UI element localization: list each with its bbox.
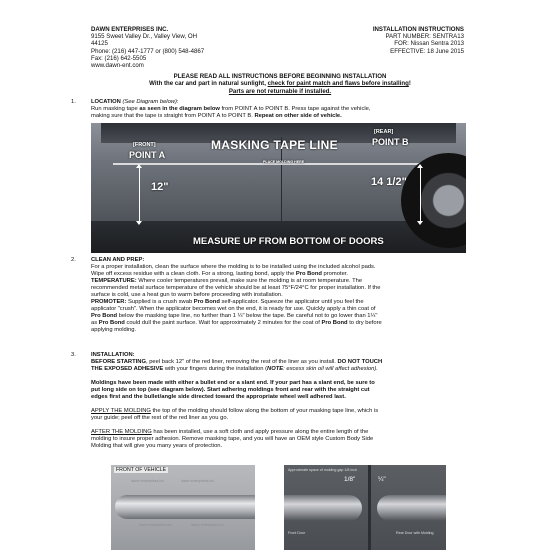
text-run-bold: Pro Bond (295, 271, 322, 277)
promoter-text-2: applicator "crush". When the applicator becomes wet on the end, it is ready for use. Quickly apply a thin coat of (91, 306, 376, 312)
temperature-label: TEMPERATURE: (91, 278, 137, 284)
text-run-bold: THE EXPOSED ADHESIVE (91, 366, 164, 372)
text-run-bold: Pro Bond (98, 320, 125, 326)
molding-end-text-2: put long side on top (see diagram below). Start adhering moldings front and rear with the straight cut (91, 387, 370, 393)
molding-end-photo (111, 465, 255, 550)
promoter-text-5: applying molding. (91, 327, 137, 333)
text-run: could dull the paint surface. Wait for approximately 2 minutes for the coat of (124, 320, 322, 326)
before-start-label: BEFORE STARTING (91, 359, 146, 365)
temperature-text-2: recommended metal surface temperature of the vehicle should be at least 75°F/24°C for proper installation. If the (91, 285, 381, 291)
molding-piece-rear (377, 495, 446, 521)
website-line: www.dawn-ent.com (91, 62, 144, 70)
text-run-bold: Pro Bond (321, 320, 348, 326)
rear-measure-line (420, 167, 421, 223)
molding-placement-note: PLACE MOLDING HERE (263, 160, 305, 164)
text-run: promoter. (321, 271, 349, 277)
molding-piece-front (284, 495, 362, 521)
before-start-text-2 (91, 366, 466, 373)
section-title-note: (See Diagram below) (122, 99, 177, 105)
gap-measure-1: 1/8" (344, 476, 356, 483)
location-text-1 (91, 106, 466, 113)
address-line-2: 44125 (91, 40, 108, 48)
document-title: INSTALLATION INSTRUCTIONS (372, 26, 464, 33)
text-run: has been installed, use a soft cloth and apply pressure along the entire length of the (151, 429, 369, 435)
promoter-text-3 (91, 313, 466, 320)
text-run: , peel back 12" of the red liner, removing the rest of the liner as you install. (145, 359, 338, 365)
section-number: 1. (71, 99, 76, 105)
address-line-1: 9155 Sweet Valley Dr., Valley View, OH (91, 33, 198, 41)
section-number: 3. (71, 352, 76, 358)
text-run: Supplied is a crush swab (126, 299, 194, 305)
text-run: with your fingers during the installation ( (163, 366, 268, 372)
section-title: INSTALLATION: (91, 352, 135, 358)
notice-line-2-a: With the car and part in natural sunlight, (149, 80, 268, 88)
text-run: below the masking tape line, no further than 1 ¼" below the tape. Be careful not to go lower than 1¼" (117, 313, 378, 319)
apply-text-1 (91, 408, 466, 415)
after-text-2: molding to insure proper adhesion. Remove masking tape, and you will have an OEM style Custom Body Side (91, 436, 374, 442)
apply-text-2: your guide; peel off the rest of the red liner as you go. (91, 415, 229, 421)
notice-line-2 (91, 80, 469, 87)
phone-line: Phone: (216) 447-1777 or (800) 548-4867 (91, 47, 205, 55)
molding-piece (115, 495, 255, 519)
text-run: to dry before (347, 320, 382, 326)
note-label: NOTE (267, 366, 284, 372)
clean-text-1: For a proper installation, clean the surface where the molding is to be installed using the included alcohol pads. (91, 264, 376, 270)
text-run: self-applicator. Squeeze the applicator until you feel the (219, 299, 364, 305)
text-run-bold: Pro Bond (193, 299, 220, 305)
section-title-colon: : (176, 99, 179, 105)
molding-end-text-1: Moldings have been made with either a bullet end or a slant end. If your part has a slant end, be sure to (91, 380, 375, 386)
before-start-text-1 (91, 359, 466, 366)
text-run: Run masking tape (91, 106, 140, 112)
text-run: as (91, 320, 99, 326)
text-run: Where cooler temperatures prevail, make sure the molding is at room temperature. The (136, 278, 363, 284)
arrow-down-icon (136, 221, 142, 225)
promoter-text-1 (91, 299, 466, 306)
text-run-bold: as seen in the diagram below (139, 106, 220, 112)
text-run-bold: Repeat on other side of vehicle. (254, 113, 342, 119)
temperature-text-3: surface is cold, use a heat gun to warm before proceeding with installation. (91, 292, 283, 298)
front-tag: [FRONT] (133, 142, 156, 148)
watermark: dawn enterprises inc. (131, 479, 165, 483)
front-door-label: Front Door (288, 531, 306, 535)
point-b-label: POINT B (372, 137, 409, 147)
section-installation (71, 352, 466, 450)
section-heading (91, 99, 466, 106)
promoter-label: PROMOTER: (91, 299, 127, 305)
notice-line-3: Parts are not returnable if installed. (228, 87, 332, 95)
gap-note: Approximate space of molding gap 1/8 inch (288, 468, 357, 472)
clean-text-2 (91, 271, 466, 278)
company-block (91, 26, 204, 69)
text-run: the top of the molding should follow along the bottom of your masking tape line, which is (150, 408, 379, 414)
text-run: Wipe off excess residue with a clean cloth. For a strong, lasting bond, apply the (91, 271, 296, 277)
watermark: dawn enterprises inc. (191, 523, 225, 527)
temperature-text-1 (91, 278, 466, 285)
molding-gap-photo (284, 465, 446, 550)
section-title: LOCATION (91, 99, 121, 105)
text-run-italic: : excess skin oil will affect adhesion). (283, 366, 378, 372)
section-title: CLEAN AND PREP: (91, 257, 145, 263)
section-number: 2. (71, 257, 76, 263)
watermark: dawn enterprises inc. (181, 479, 215, 483)
point-a-label: POINT A (129, 150, 166, 160)
rear-tag: [REAR] (374, 129, 394, 135)
location-diagram-photo (91, 123, 466, 253)
front-of-vehicle-label: FRONT OF VEHICLE (116, 467, 167, 473)
vehicle-fitment: FOR: Nissan Sentra 2013 (394, 40, 464, 48)
important-notice (91, 73, 469, 95)
rear-door-label: Rear Door with Molding (396, 531, 434, 535)
section-location (71, 99, 466, 120)
text-run: from POINT A to POINT B. Press tape against the vehicle, (219, 106, 371, 112)
front-measurement: 12" (151, 181, 169, 193)
arrow-up-icon (417, 164, 423, 168)
location-text-2 (91, 113, 466, 120)
part-number: PART NUMBER: SENTRA13 (385, 33, 464, 41)
gap-measure-2: ¼" (378, 476, 386, 483)
notice-line-2-b: check for paint match and flaws before installing (267, 80, 409, 88)
masking-tape-label: MASKING TAPE LINE (211, 138, 338, 152)
molding-end-text-3: edges first and the bullet/angle side directed toward the appropriate wheel well adhered last. (91, 394, 346, 400)
text-run: making sure that the tape is straight from POINT A to POINT B. (91, 113, 255, 119)
after-text-3: Molding that will give you many years of protection. (91, 443, 223, 449)
section-clean-prep (71, 257, 466, 334)
watermark: dawn enterprises inc. (139, 523, 173, 527)
front-measure-line (139, 167, 140, 223)
promoter-text-4 (91, 320, 466, 327)
arrow-down-icon (417, 221, 423, 225)
rear-measurement: 14 1/2" (371, 176, 407, 188)
apply-label: APPLY THE MOLDING (91, 408, 151, 414)
fax-line: Fax: (216) 642-5505 (91, 54, 147, 62)
notice-line-1: PLEASE READ ALL INSTRUCTIONS BEFORE BEGINNING INSTALLATION (173, 73, 387, 80)
document-info-block (373, 26, 464, 55)
company-name: DAWN ENTERPRISES INC. (91, 26, 169, 33)
door-seam (368, 465, 371, 550)
text-run-bold: Pro Bond (91, 313, 118, 319)
after-label: AFTER THE MOLDING (91, 429, 152, 435)
text-run-bold: DO NOT TOUCH (337, 359, 383, 365)
arrow-up-icon (136, 164, 142, 168)
after-text-1 (91, 429, 466, 436)
effective-date: EFFECTIVE: 18 June 2015 (390, 47, 464, 55)
diagram-caption: MEASURE UP FROM BOTTOM OF DOORS (193, 236, 384, 247)
notice-line-2-c: ! (408, 80, 411, 88)
